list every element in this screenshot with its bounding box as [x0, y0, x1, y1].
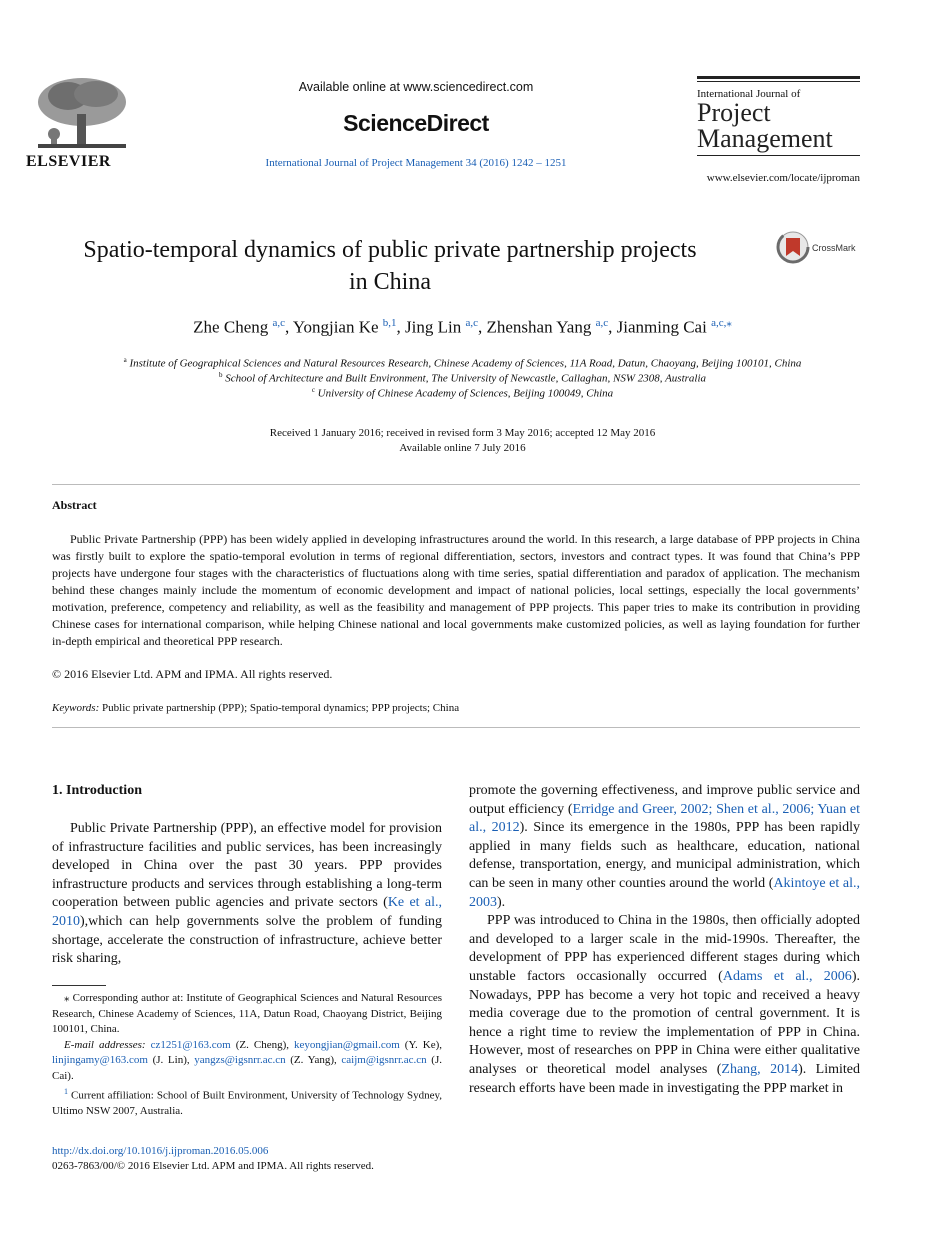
available-date: Available online 7 July 2016	[399, 442, 526, 454]
crossmark-badge[interactable]: CrossMark	[776, 230, 810, 269]
author-separator: ,	[608, 317, 617, 337]
journal-url[interactable]: www.elsevier.com/locate/ijproman	[706, 172, 860, 184]
citation-adams-2006[interactable]: Adams et al., 2006	[722, 968, 852, 984]
abstract-text: Public Private Partnership (PPP) has been widely applied in developing infrastructures around the world. In this research, a large database of PPP projects in China was firstly built to explore the spatio-temporal evolution in terms of regional differentiation, sectors, investors and contract types. It was found that China’s PPP projects have undergone four stages with the characteristics of fluctuations along with time series, spatial differentiation and paradox of application. The mechanism behind these changes mainly include the momentum of economic development and impact of national policies, local settings, especially the local governments’ motivation, preference, competency and reliability, as well as the feasibility and management of PPP projects. This paper tries to make its contribution in providing Chinese cases for international comparison, while helping Chinese national and local governments make customized policies, as well as laying foundation for further in-depth empirical and theoretical PPP research.	[52, 532, 860, 648]
journal-title-small: International Journal of	[697, 88, 801, 100]
publisher-name: ELSEVIER	[26, 153, 111, 170]
journal-title-big: Project Management	[697, 98, 833, 153]
email-link[interactable]: yangzs@igsnrr.ac.cn	[194, 1054, 286, 1066]
abstract-heading: Abstract	[52, 498, 97, 512]
citation-akintoye-2003[interactable]: Akintoye et al., 2003	[469, 875, 860, 910]
author-affiliation-mark[interactable]: b,1	[382, 317, 397, 329]
author-affiliation-mark[interactable]: a,c	[272, 317, 286, 329]
intro-paragraph-1-cont: promote the governing effectiveness, and improve public service and output efficiency (Erridge and Greer, 2002; Shen et al., 2006; Yuan et al., 2012). Since its emergence in the 1980s, PPP has been rapidly applied in many fields such as healthcare, education, national defense, transportation, energy, and municipal administration, which can be seen in many other counties around the world (Akintoye et al., 2003).	[469, 783, 860, 910]
author-list	[40, 316, 885, 338]
footnotes	[52, 991, 442, 1120]
author-name: Jianming Cai	[616, 317, 707, 337]
doi-link[interactable]: http://dx.doi.org/10.1016/j.ijproman.2016.05.006	[52, 1145, 269, 1157]
divider	[52, 484, 860, 485]
email-link[interactable]: caijm@igsnrr.ac.cn	[341, 1054, 427, 1066]
journal-reference[interactable]: International Journal of Project Management 34 (2016) 1242 – 1251	[265, 157, 567, 169]
section-heading-introduction: 1. Introduction	[52, 783, 142, 798]
right-column	[469, 782, 860, 1098]
author-name: Zhe Cheng	[193, 317, 269, 337]
abstract-copyright: © 2016 Elsevier Ltd. APM and IPMA. All rights reserved.	[52, 667, 333, 681]
corresponding-author-note: ⁎ Corresponding author at: Institute of Geographical Sciences and Natural Resources Research, Chinese Academy of Sciences, 11A, Datun Road, Chaoyang District, Beijing 100101, China.	[52, 992, 443, 1035]
crossmark-icon	[776, 230, 810, 264]
sciencedirect-logo[interactable]: ScienceDirect	[343, 110, 489, 136]
journal-title-block	[697, 76, 860, 156]
affiliation-c: $^c$ University of Chinese Academy of Sciences, Beijing 100049, China	[311, 386, 614, 400]
intro-paragraph-1: Public Private Partnership (PPP), an effective model for provision of infrastructure facilities and public services, has been increasingly developed in China over the past 30 years. PPP provides infrastructure products and services through establishing a long-term cooperation between public agencies and private sectors (Ke et al., 2010),which can help governments solve the problem of funding shortage, accelerate the construction of infrastructure, achieve better risk sharing,	[52, 821, 442, 967]
keywords: Keywords: Public private partnership (PPP); Spatio-temporal dynamics; PPP projects; China	[52, 702, 460, 714]
available-online: Available online at www.sciencedirect.com	[298, 80, 534, 94]
intro-paragraph-2: PPP was introduced to China in the 1980s, then officially adopted and developed to a larger scale in the mid-1990s. Thereafter, the development of PPP has experienced different stages during which unstable factors occasionally occurred (Adams et al., 2006). Nowadays, PPP has become a very hot topic and received a heavy media coverage due to the promotion of central government. It is hence a right time to review the implementation of PPP in China. However, most of researches on PPP in China were either qualitative analyses or theoretical model analyses (Zhang, 2014). Limited research efforts have been made in investigating the PPP market in	[469, 913, 861, 1096]
affiliation-b: $^b$ School of Architecture and Built Environment, The University of Newcastle, Callaghan, NSW 2308, Australia	[218, 371, 707, 385]
citation-erridge-2002[interactable]: Erridge and Greer, 2002; Shen et al., 2006; Yuan et al., 2012	[469, 801, 860, 836]
author-name: Jing Lin	[405, 317, 462, 337]
article-title: Spatio-temporal dynamics of public private partnership projects in China	[83, 237, 697, 295]
citation-ke-2010[interactable]: Ke et al., 2010	[52, 895, 442, 929]
author-affiliation-mark[interactable]: a,c,⁎	[711, 317, 732, 329]
email-link[interactable]: linjingamy@163.com	[52, 1054, 148, 1066]
email-addresses: E-mail addresses: cz1251@163.com (Z. Cheng), keyongjian@gmail.com (Y. Ke), linjingamy@163.com (J. Lin), yangzs@igsnrr.ac.cn (Z. Yang), caijm@igsnrr.ac.cn (J. Cai).	[52, 1038, 442, 1082]
footnote-1: $^1$ Current affiliation: School of Built Environment, University of Technology Sydney, Ultimo NSW 2007, Australia.	[52, 1087, 443, 1118]
author-separator: ,	[478, 317, 487, 337]
author-separator: ,	[285, 317, 293, 337]
author-affiliation-mark[interactable]: a,c	[465, 317, 478, 329]
affiliation-a: $^a$ Institute of Geographical Sciences and Natural Resources Research, Chinese Academy of Sciences, 11A Road, Datun, Chaoyang, Beijing 100101, China	[123, 356, 802, 370]
author-name: Yongjian Ke	[292, 317, 379, 337]
received-dates: Received 1 January 2016; received in revised form 3 May 2016; accepted 12 May 2016	[269, 427, 656, 439]
email-link[interactable]: cz1251@163.com	[150, 1038, 231, 1051]
author-separator: ,	[396, 317, 406, 337]
author-name: Zhenshan Yang	[486, 317, 592, 337]
author-affiliation-mark[interactable]: a,c	[595, 317, 609, 329]
issn-copyright: 0263-7863/00/© 2016 Elsevier Ltd. APM and IPMA. All rights reserved.	[52, 1160, 374, 1172]
citation-zhang-2014[interactable]: Zhang, 2014	[721, 1061, 799, 1077]
divider	[52, 727, 860, 728]
footnote-rule	[52, 985, 106, 986]
email-link[interactable]: keyongjian@gmail.com	[294, 1038, 400, 1051]
